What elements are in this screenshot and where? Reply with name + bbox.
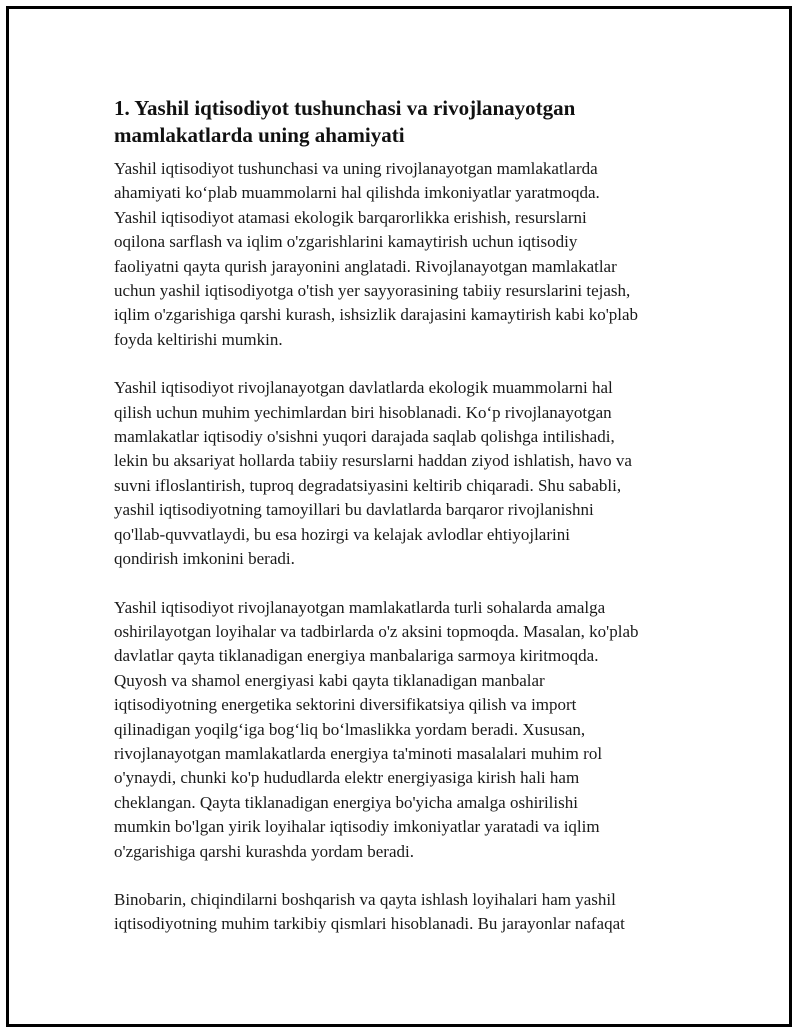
paragraph-line: mamlakatlar iqtisodiy o'sishni yuqori darajada saqlab qolishga intilishadi, [114,427,615,447]
paragraph-line: qilinadigan yoqilg‘iga bog‘liq bo‘lmaslikka yordam beradi. Xususan, [114,719,586,739]
paragraph-1 [114,157,688,352]
paragraph-line: cheklangan. Qayta tiklanadigan energiya bo'yicha amalga oshirilishi [114,792,578,812]
paragraph-line: foyda keltirishi mumkin. [114,329,283,349]
paragraph-4 [114,888,688,937]
paragraph-line: davlatlar qayta tiklanadigan energiya manbalariga sarmoya kiritmoqda. [114,646,599,666]
paragraph-line: mumkin bo'lgan yirik loyihalar iqtisodiy imkoniyatlar yaratadi va iqlim [114,817,600,837]
heading-line: mamlakatlarda uning ahamiyati [114,123,405,147]
paragraph-line: lekin bu aksariyat hollarda tabiiy resurslarni haddan ziyod ishlatish, havo va [114,451,632,471]
paragraph-line: qilish uchun muhim yechimlardan biri hisoblanadi. Ko‘p rivojlanayotgan [114,402,612,422]
paragraph-line: yashil iqtisodiyotning tamoyillari bu davlatlarda barqaror rivojlanishni [114,500,594,520]
paragraph-line: Binobarin, chiqindilarni boshqarish va qayta ishlash loyihalari ham yashil [114,889,616,909]
paragraph-line: iqtisodiyotning energetika sektorini diversifikatsiya qilish va import [114,695,577,715]
paragraph-3 [114,596,688,864]
paragraph-line: qondirish imkonini beradi. [114,549,295,569]
paragraph-line: iqlim o'zgarishiga qarshi kurash, ishsizlik darajasini kamaytirish kabi ko'plab [114,305,639,325]
paragraph-line: oqilona sarflash va iqlim o'zgarishlarini kamaytirish uchun iqtisodiy [114,232,578,252]
paragraph-line: oshirilayotgan loyihalar va tadbirlarda o'z aksini topmoqda. Masalan, ko'plab [114,621,639,641]
paragraph-line: Yashil iqtisodiyot rivojlanayotgan mamlakatlarda turli sohalarda amalga [114,597,606,617]
paragraph-line: qo'llab-quvvatlaydi, bu esa hozirgi va kelajak avlodlar ehtiyojlarini [114,524,570,544]
paragraph-line: iqtisodiyotning muhim tarkibiy qismlari hisoblanadi. Bu jarayonlar nafaqat [114,914,625,934]
paragraph-line: o'ynaydi, chunki ko'p hududlarda elektr energiyasiga kirish hali ham [114,768,580,788]
paragraph-line: Yashil iqtisodiyot atamasi ekologik barqarorlikka erishish, resurslarni [114,207,587,227]
paragraph-line: rivojlanayotgan mamlakatlarda energiya ta'minoti masalalari muhim rol [114,743,603,763]
section-heading [114,95,688,149]
paragraph-line: Quyosh va shamol energiyasi kabi qayta tiklanadigan manbalar [114,670,545,690]
paragraph-line: ahamiyati ko‘plab muammolarni hal qilishda imkoniyatlar yaratmoqda. [114,183,600,203]
heading-line: 1. Yashil iqtisodiyot tushunchasi va rivojlanayotgan [114,96,576,120]
document-body [114,95,688,961]
paragraph-line: Yashil iqtisodiyot tushunchasi va uning rivojlanayotgan mamlakatlarda [114,159,598,178]
paragraph-2 [114,376,688,571]
paragraph-line: faoliyatni qayta qurish jarayonini anglatadi. Rivojlanayotgan mamlakatlar [114,256,617,276]
paragraph-line: o'zgarishiga qarshi kurashda yordam beradi. [114,841,414,861]
paragraph-line: uchun yashil iqtisodiyotga o'tish yer sayyorasining tabiiy resurslarini tejash, [114,281,631,301]
paragraph-line: Yashil iqtisodiyot rivojlanayotgan davlatlarda ekologik muammolarni hal [114,378,613,398]
paragraph-line: suvni ifloslantirish, tuproq degradatsiyasini keltirib chiqaradi. Shu sababli, [114,475,622,495]
